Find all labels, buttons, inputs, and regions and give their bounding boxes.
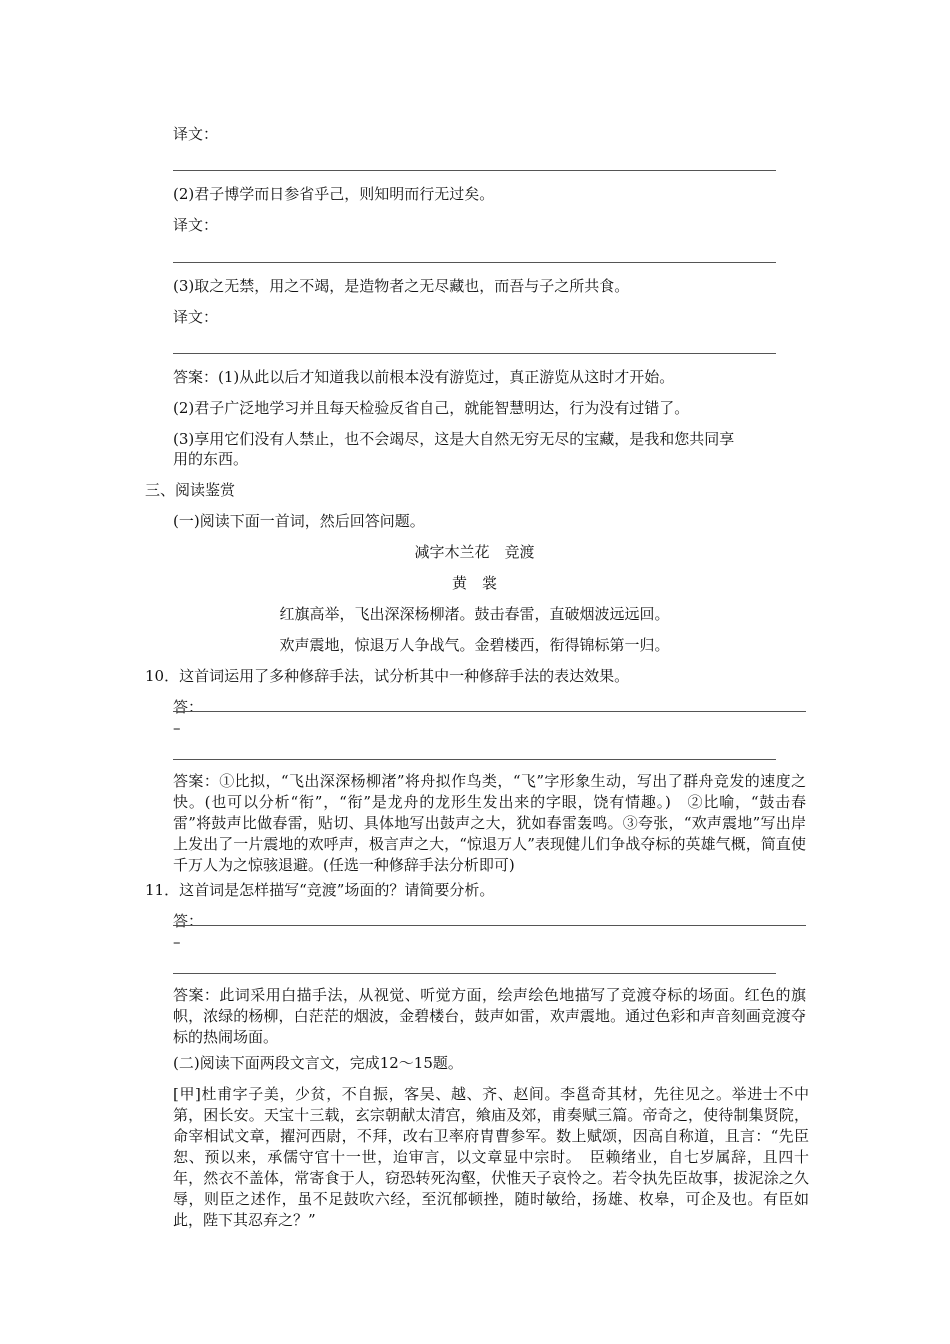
answer-dash: – xyxy=(173,933,181,951)
sentence-2: (2)君子博学而日参省乎己，则知明而行无过矣。 xyxy=(173,185,495,203)
answer-line xyxy=(173,973,776,974)
passage-jia: [甲]杜甫字子美，少贫，不自振，客吴、越、齐、赵间。李邕奇其材，先往见之。举进士不中第，困长安。天宝十三载，玄宗朝献太清宫，飨庙及郊，甫奏赋三篇。帝奇之，使待制集贤院，命宰相试文章，擢河西尉，不拜，改右卫率府胄曹参军。数上赋颂，因高自称道，且言：“先臣恕、预以来，承儒守官十一世，迨审言，以文章显中宗时。 臣赖绪业，自七岁属辞，且四十年，然衣不盖体，常寄食于人，窃恐转死沟壑，伏惟天子哀怜之。若令执先臣故事，拔泥涂之久辱，则臣之述作，虽不足鼓吹六经，至沉郁顿挫，随时敏给，扬雄、枚皋，可企及也。有臣如此，陛下其忍弃之？” xyxy=(173,1085,809,1229)
answer-11-text: 答案：此词采用白描手法，从视觉、听觉方面，绘声绘色地描写了竞渡夺标的场面。红色的旗帜，浓绿的杨柳，白茫茫的烟波，金碧楼台，鼓声如雷，欢声震地。通过色彩和声音刻画竞渡夺标的热闹场面。 xyxy=(173,986,806,1046)
poem-title: 减字木兰花 竞渡 xyxy=(414,543,535,561)
section-heading: 三、阅读鉴赏 xyxy=(145,481,236,499)
question-11: 11．这首词是怎样描写“竞渡”场面的？请简要分析。 xyxy=(145,881,495,899)
answer-line xyxy=(173,759,776,760)
answer-line xyxy=(173,711,806,712)
sentence-3: (3)取之无禁，用之不竭，是造物者之无尽藏也，而吾与子之所共食。 xyxy=(173,277,630,295)
translation-label-2: 译文： xyxy=(173,216,219,234)
translation-label-1: 译文： xyxy=(173,125,219,143)
answer-line xyxy=(173,353,776,354)
translation-answer-2: (2)君子广泛地学习并且每天检验反省自己，就能智慧明达，行为没有过错了。 xyxy=(173,399,690,417)
answer-label: 答： xyxy=(173,912,204,930)
answer-line xyxy=(173,262,776,263)
answer-dash: – xyxy=(173,719,181,737)
answer-10-text: 答案：①比拟，“飞出深深杨柳渚”将舟拟作鸟类，“飞”字形象生动，写出了群舟竞发的速度之快。(也可以分析“衔”，“衔”是龙舟的龙形生发出来的字眼，饶有情趣。) ②比喻，“鼓击春雷”将鼓声比做春雷，贴切、具体地写出鼓声之大，犹如春雷轰鸣。③夸张，“欢声震地”写出岸上发出了一片震地的欢呼声，极言声之大，“惊退万人”表现健儿们争战夺标的英雄气概，简直使千万人为之惊骇退避。(任选一种修辞手法分析即可) xyxy=(173,772,806,874)
translation-label-3: 译文： xyxy=(173,308,219,326)
poem-author: 黄 裳 xyxy=(451,574,497,592)
question-10: 10．这首词运用了多种修辞手法，试分析其中一种修辞手法的表达效果。 xyxy=(145,667,630,685)
translation-answer-1: 答案：(1)从此以后才知道我以前根本没有游览过，真正游览从这时才开始。 xyxy=(173,368,675,386)
poem-line-1: 红旗高举，飞出深深杨柳渚。鼓击春雷，直破烟波远远回。 xyxy=(279,605,670,623)
part-one-intro: (一)阅读下面一首词，然后回答问题。 xyxy=(173,512,425,530)
answer-line xyxy=(173,925,806,926)
answer-line xyxy=(173,170,776,171)
translation-answer-3a: (3)享用它们没有人禁止，也不会竭尽，这是大自然无穷无尽的宝藏，是我和您共同享 xyxy=(173,430,735,448)
poem-line-2: 欢声震地，惊退万人争战气。金碧楼西，衔得锦标第一归。 xyxy=(279,636,670,654)
answer-label: 答： xyxy=(173,698,204,716)
translation-answer-3b: 用的东西。 xyxy=(173,450,249,468)
part-two-intro: (二)阅读下面两段文言文，完成12～15题。 xyxy=(173,1054,463,1072)
